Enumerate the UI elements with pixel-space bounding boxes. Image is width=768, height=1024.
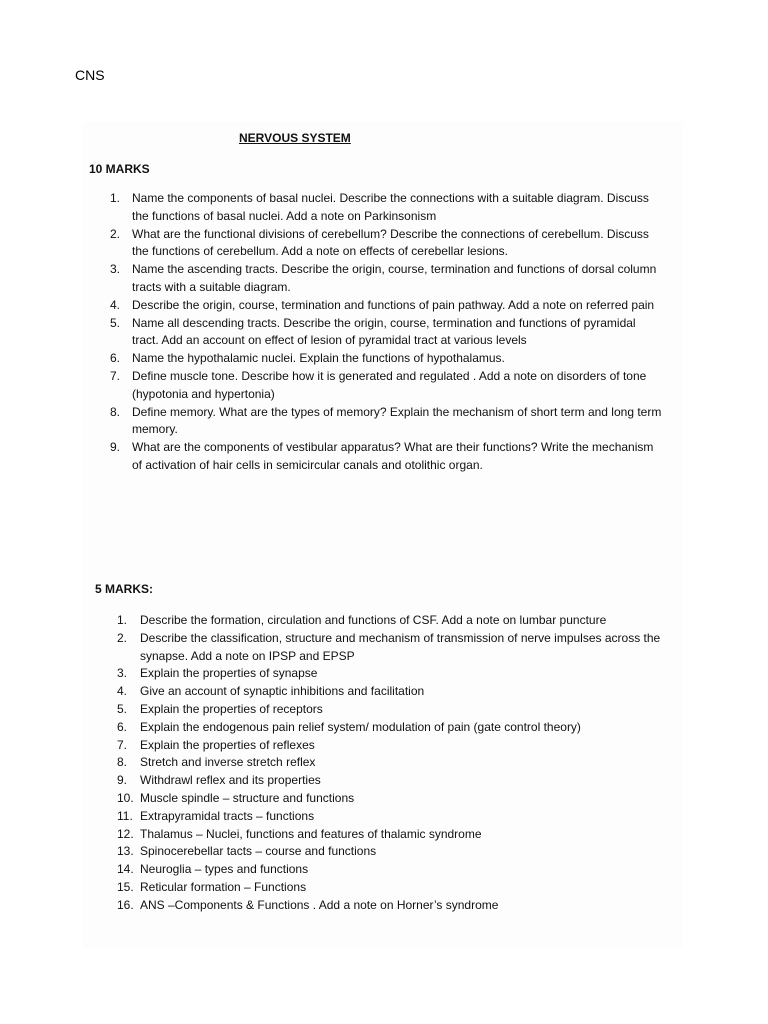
item-number: 8. bbox=[117, 755, 128, 770]
item-text: Reticular formation – Functions bbox=[140, 879, 307, 894]
item-number: 6. bbox=[117, 719, 128, 734]
list-item bbox=[110, 261, 665, 297]
list-item bbox=[117, 790, 677, 808]
page-label: CNS bbox=[75, 67, 105, 83]
item-number: 12. bbox=[117, 826, 134, 841]
list-item bbox=[117, 808, 677, 826]
item-text: Explain the properties of reflexes bbox=[140, 737, 315, 752]
question-list-10-marks bbox=[110, 190, 665, 475]
item-number: 7. bbox=[117, 737, 128, 752]
item-number: 14. bbox=[117, 862, 134, 877]
list-item bbox=[117, 719, 677, 737]
item-number: 9. bbox=[117, 773, 128, 788]
list-item bbox=[117, 772, 677, 790]
list-item bbox=[117, 630, 677, 666]
list-item bbox=[110, 404, 665, 440]
item-text: Explain the endogenous pain relief system/ modulation of pain (gate control theory) bbox=[140, 719, 581, 734]
item-text: Describe the origin, course, termination and functions of pain pathway. Add a note on referred pain bbox=[132, 297, 655, 312]
item-text: Define muscle tone. Describe how it is generated and regulated . Add a note on disorders of tone (hypotonia and hypertonia) bbox=[132, 368, 647, 401]
item-number: 4. bbox=[110, 297, 121, 312]
item-text: Stretch and inverse stretch reflex bbox=[140, 755, 316, 770]
item-text: Name the hypothalamic nuclei. Explain the functions of hypothalamus. bbox=[132, 351, 505, 366]
item-number: 4. bbox=[117, 684, 128, 699]
item-number: 11. bbox=[117, 808, 133, 823]
item-text: Name the components of basal nuclei. Describe the connections with a suitable diagram. Discuss the functions of basal nuclei. Add a note on Parkinsonism bbox=[132, 191, 649, 223]
list-item bbox=[110, 439, 665, 475]
question-list-5-marks bbox=[117, 612, 677, 915]
item-number: 5. bbox=[117, 701, 128, 716]
section-heading-5-marks: 5 MARKS: bbox=[95, 582, 154, 596]
item-text: Extrapyramidal tracts – functions bbox=[140, 808, 315, 823]
item-number: 2. bbox=[110, 226, 121, 241]
section-heading-10-marks: 10 MARKS bbox=[89, 162, 150, 176]
item-text: Describe the formation, circulation and functions of CSF. Add a note on lumbar puncture bbox=[140, 613, 607, 627]
item-number: 13. bbox=[117, 844, 134, 859]
item-number: 15. bbox=[117, 879, 134, 894]
item-text: What are the functional divisions of cerebellum? Describe the connections of cerebellum. Discuss the functions of cerebellum. Add a note on effects of cerebellar lesions. bbox=[132, 226, 649, 259]
item-number: 6. bbox=[110, 351, 121, 366]
list-item bbox=[110, 226, 665, 262]
list-item bbox=[110, 368, 665, 404]
list-item bbox=[110, 190, 665, 226]
list-item bbox=[117, 897, 677, 915]
list-item bbox=[117, 861, 677, 879]
item-text: Define memory. What are the types of memory? Explain the mechanism of short term and long term memory. bbox=[132, 404, 662, 437]
item-number: 1. bbox=[110, 191, 121, 205]
list-item bbox=[117, 843, 677, 861]
list-item bbox=[110, 350, 665, 368]
item-text: Explain the properties of receptors bbox=[140, 701, 323, 716]
item-text: Explain the properties of synapse bbox=[140, 666, 318, 681]
item-number: 8. bbox=[110, 404, 121, 419]
item-number: 3. bbox=[117, 666, 128, 681]
item-text: Name the ascending tracts. Describe the origin, course, termination and functions of dorsal column tracts with a suitable diagram. bbox=[132, 262, 657, 294]
item-text: Withdrawl reflex and its properties bbox=[140, 773, 321, 788]
item-text: Muscle spindle – structure and functions bbox=[140, 790, 355, 805]
list-item bbox=[117, 826, 677, 844]
item-number: 5. bbox=[110, 315, 121, 330]
item-number: 9. bbox=[110, 440, 121, 455]
item-text: Neuroglia – types and functions bbox=[140, 862, 309, 877]
document-title: NERVOUS SYSTEM bbox=[239, 131, 351, 145]
item-number: 10. bbox=[117, 790, 134, 805]
item-number: 2. bbox=[117, 630, 128, 645]
item-number: 16. bbox=[117, 897, 134, 912]
item-text: Describe the classification, structure and mechanism of transmission of nerve impulses across the synapse. Add a note on IPSP and EPSP bbox=[140, 630, 661, 663]
item-number: 7. bbox=[110, 368, 121, 383]
list-item bbox=[110, 297, 665, 315]
item-text: Name all descending tracts. Describe the origin, course, termination and functions of pyramidal tract. Add an account on effect of lesion of pyramidal tract at various levels bbox=[132, 315, 636, 348]
item-number: 3. bbox=[110, 262, 121, 277]
list-item bbox=[117, 612, 677, 630]
item-text: Give an account of synaptic inhibitions and facilitation bbox=[140, 684, 425, 699]
list-item bbox=[117, 754, 677, 772]
item-text: Thalamus – Nuclei, functions and features of thalamic syndrome bbox=[140, 826, 482, 841]
list-item bbox=[117, 683, 677, 701]
list-item bbox=[117, 879, 677, 897]
list-item bbox=[110, 315, 665, 351]
item-text: What are the components of vestibular apparatus? What are their functions? Write the mechanism of activation of hair cells in semicircular canals and otolithic organ. bbox=[132, 440, 654, 472]
item-text: ANS –Components & Functions . Add a note on Horner’s syndrome bbox=[140, 897, 499, 912]
list-item bbox=[117, 665, 677, 683]
list-item bbox=[117, 701, 677, 719]
item-number: 1. bbox=[117, 613, 128, 627]
list-item bbox=[117, 737, 677, 755]
item-text: Spinocerebellar tacts – course and functions bbox=[140, 844, 377, 859]
